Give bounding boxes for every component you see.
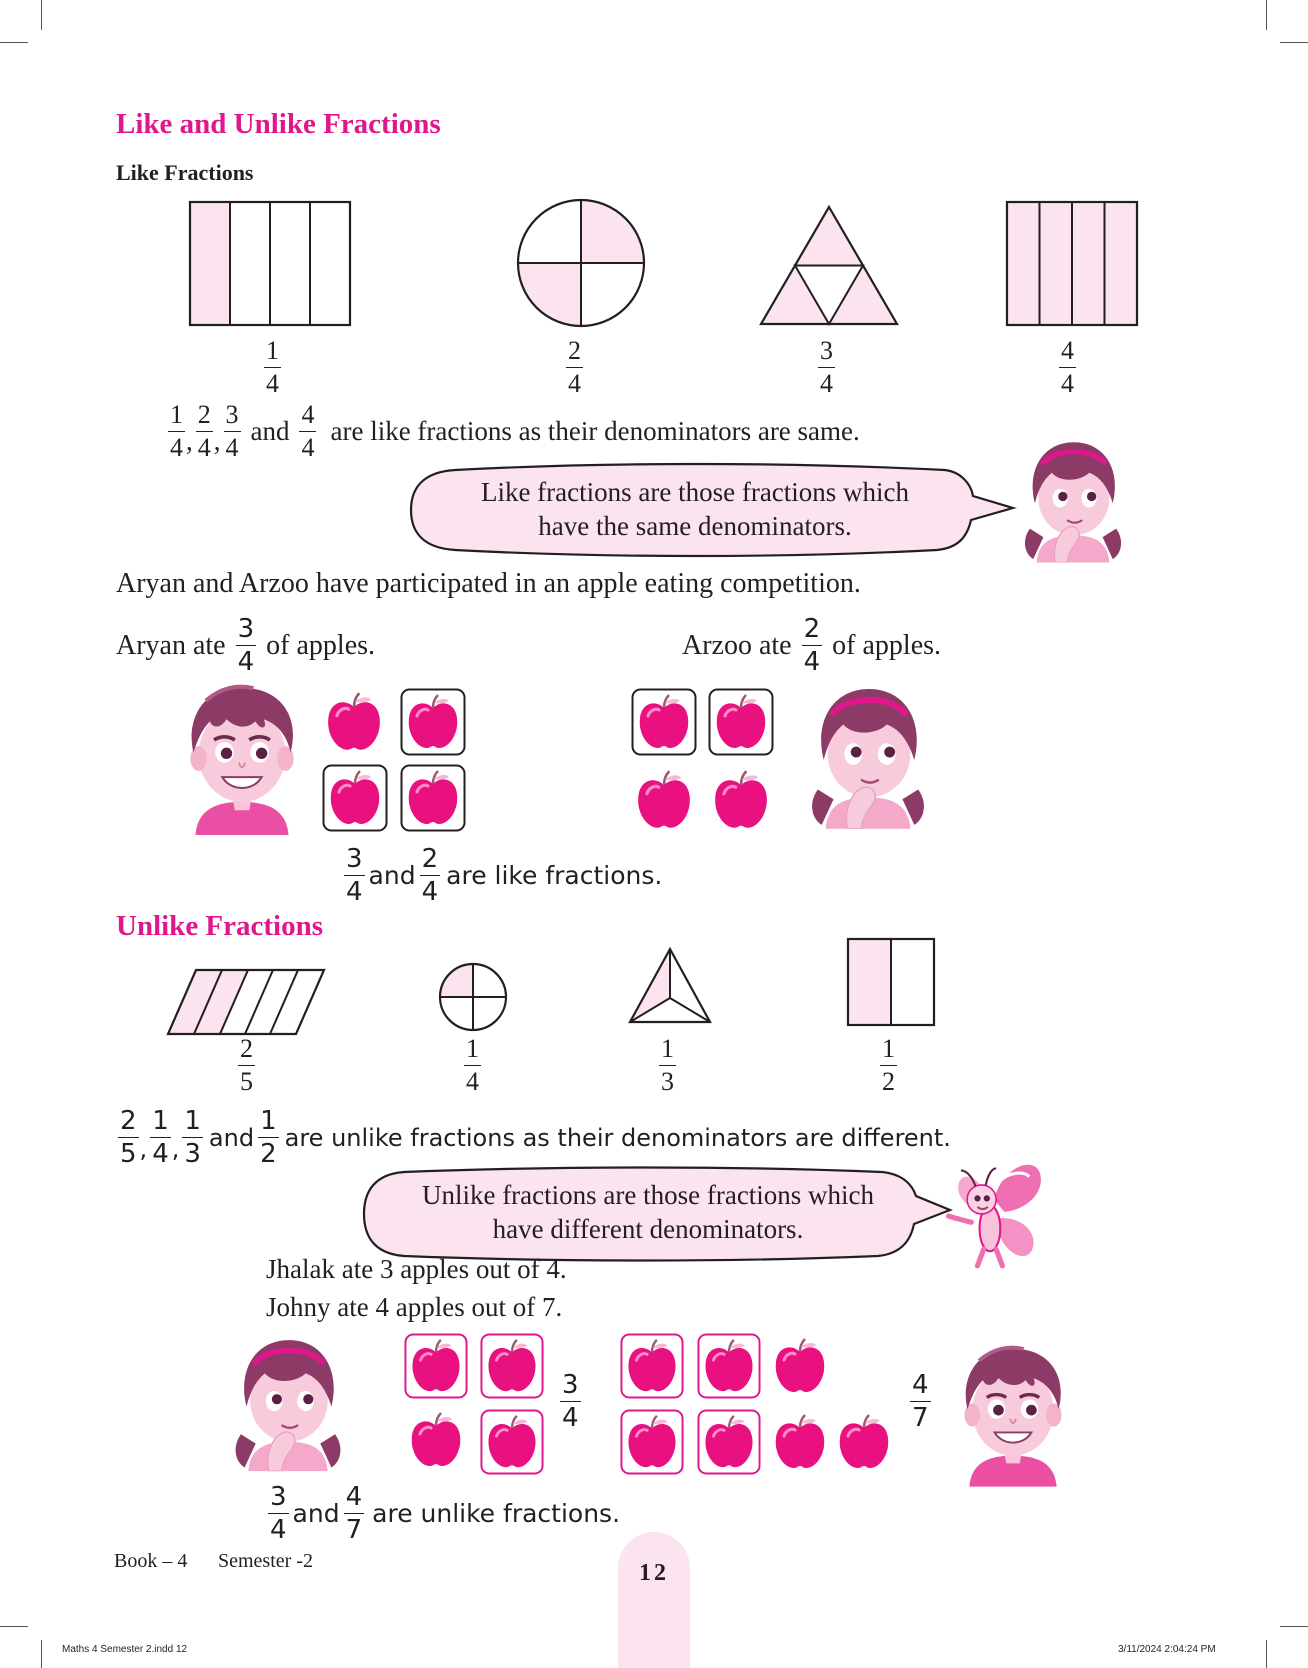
shape-fraction-label: $\frac{2}{5}$ [240,1034,253,1096]
fraction: $\frac{2}{4}$ [197,400,211,462]
fraction: $\frac{2}{5}$ [120,1106,137,1169]
apple-boxed-icon [404,1332,468,1400]
apple-boxed-icon [400,688,466,756]
crop-mark [41,1640,42,1668]
fraction: $\frac{3}{4}$ [346,844,363,907]
boy-illustration [172,680,312,835]
jhalak-fraction: $\frac{3}{4}$ [562,1370,579,1433]
shape-fraction-label: $\frac{4}{4}$ [1061,336,1074,398]
johny-text: Johny ate 4 apples out of 7. [266,1292,563,1322]
fraction: $\frac{2}{4}$ [803,614,821,677]
apple-boxed-icon [480,1332,544,1400]
fraction: $\frac{1}{4}$ [152,1106,169,1169]
johny-fraction: $\frac{4}{7}$ [912,1370,929,1433]
apple-boxed-icon [620,1332,684,1400]
fraction: $\frac{1}{4}$ [170,400,183,462]
like-conclusion: $\frac{3}{4}$ and $\frac{2}{4}$ are like fractions. [346,844,663,907]
apple-boxed-icon [322,764,388,832]
story-text: Aryan and Arzoo have participated in an apple eating competition. [116,568,861,599]
crop-mark [1266,1640,1267,1668]
rectangle-quarter-shape [188,200,352,327]
fraction: $\frac{1}{3}$ [184,1106,201,1169]
timestamp: 3/11/2024 2:04:24 PM [1118,1644,1216,1655]
butterfly-illustration [940,1158,1044,1272]
apple-boxed-icon [708,688,774,756]
shape-fraction-label: $\frac{1}{4}$ [266,336,279,398]
unlike-fractions-statement: $\frac{2}{5}$ , $\frac{1}{4}$ , $\frac{1}{3}$ and $\frac{1}{2}$ are unlike fractions as their denominators are different. [120,1106,951,1169]
rectangle-four-quarters-shape [1005,200,1139,327]
apple-icon [632,768,696,832]
apple-icon [770,1412,830,1472]
shape-fraction-label: $\frac{3}{4}$ [820,336,833,398]
apple-icon [406,1410,466,1470]
fraction: $\frac{3}{4}$ [225,400,239,462]
fraction: $\frac{1}{2}$ [260,1106,277,1169]
girl-illustration [1018,432,1128,566]
apple-boxed-icon [697,1332,761,1400]
semester-label: Semester -2 [218,1550,313,1572]
unlike-fractions-heading: Unlike Fractions [116,910,324,942]
half-rectangle-shape [846,937,936,1027]
shape-fraction-label: $\frac{2}{4}$ [568,336,581,398]
apple-boxed-icon [620,1408,684,1476]
apple-icon [770,1336,830,1396]
file-name: Maths 4 Semester 2.indd 12 [62,1644,188,1655]
book-label: Book – 4 [114,1550,188,1572]
apple-boxed-icon [480,1408,544,1476]
apple-boxed-icon [400,764,466,832]
small-triangle-shape [627,946,713,1026]
triangle-three-quarters-shape [758,204,900,326]
boy-illustration [950,1340,1076,1488]
fraction: $\frac{3}{4}$ [270,1482,287,1545]
arzoo-statement: Arzoo ate $\frac{2}{4}$ of apples. [682,614,942,677]
unlike-fractions-speech-bubble: Unlike fractions are those fractions which have different denominators. [358,1166,954,1262]
small-circle-shape [437,961,509,1033]
crop-mark [0,42,28,43]
aryan-statement: Aryan ate $\frac{3}{4}$ of apples. [116,614,376,677]
shape-fraction-label: $\frac{1}{4}$ [466,1034,479,1096]
apple-boxed-icon [697,1408,761,1476]
girl-illustration [804,680,932,830]
fraction: $\frac{3}{4}$ [237,614,255,677]
fraction: $\frac{4}{4}$ [301,400,315,462]
shape-fraction-label: $\frac{1}{3}$ [661,1034,674,1096]
like-fractions-speech-bubble: Like fractions are those fractions which have the same denominators. [405,462,1017,558]
jhalak-text: Jhalak ate 3 apples out of 4. [266,1254,567,1284]
like-fractions-statement: $\frac{1}{4}$ , $\frac{2}{4}$ , $\frac{3}{4}$ and $\frac{4}{4}$ are like fractions as their denominators are same. [170,400,860,462]
crop-mark [41,0,42,30]
apple-icon [709,768,773,832]
shape-fraction-label: $\frac{1}{2}$ [882,1034,895,1096]
apple-boxed-icon [631,688,697,756]
crop-mark [0,1626,28,1627]
circle-two-quarters-shape [515,197,647,329]
parallelogram-shape [166,968,326,1036]
crop-mark [1266,0,1267,30]
fraction: $\frac{2}{4}$ [421,844,439,907]
like-fractions-subheading: Like Fractions [116,160,254,185]
fraction: $\frac{4}{7}$ [345,1482,363,1545]
crop-mark [1280,42,1308,43]
girl-illustration [228,1330,348,1474]
apple-icon [834,1412,894,1472]
page-number-tab [618,1532,690,1668]
crop-mark [1280,1626,1308,1627]
unlike-conclusion: $\frac{3}{4}$ and $\frac{4}{7}$ are unlike fractions. [270,1482,621,1545]
apple-icon [322,690,386,754]
page-number: 12 [639,1560,669,1586]
page-title: Like and Unlike Fractions [116,108,441,140]
